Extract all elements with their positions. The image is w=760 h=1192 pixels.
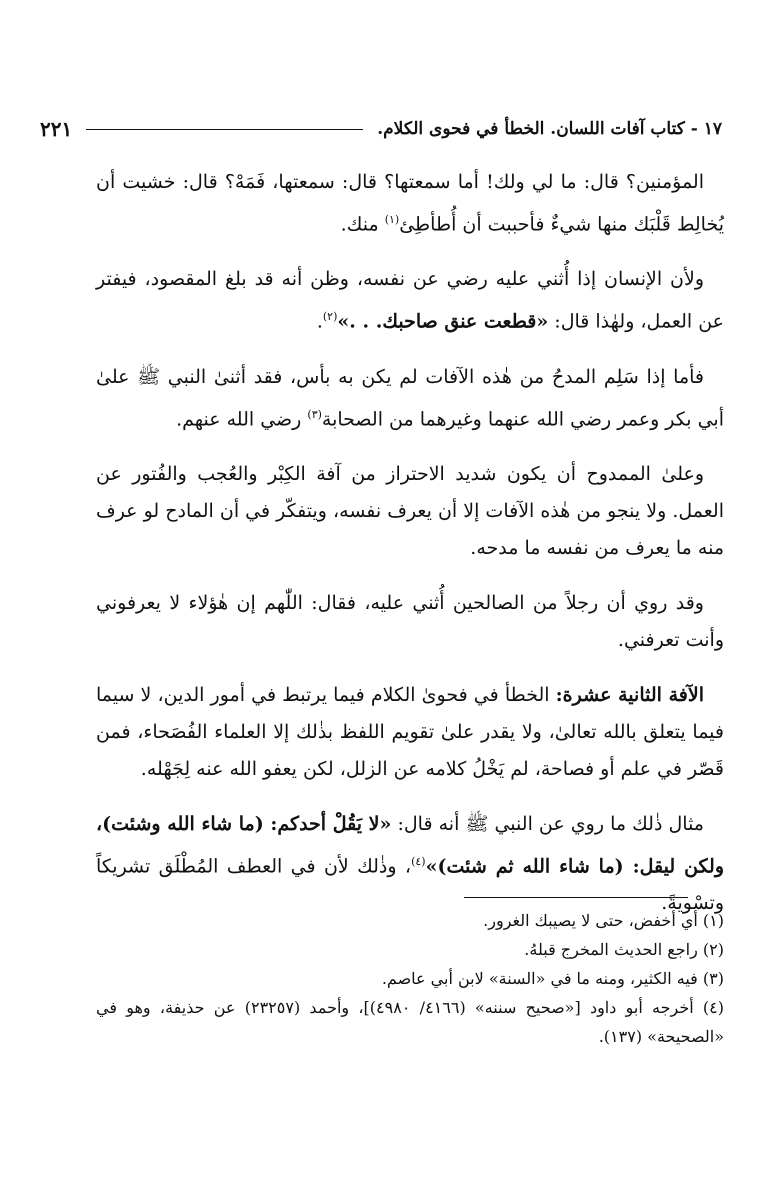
footnote-ref-2: (٢) <box>322 310 338 324</box>
paragraph-2: ولأن الإنسان إذا أُثني عليه رضي عن نفسه، وظن أنه قد بلغ المقصود، فيفتر عن العمل، ولهٰذا قال: «قطعت عنق صاحبك. . .»$^{(٢)}$. <box>96 268 724 333</box>
footnote-4: (٤) أخرجه أبو داود [«صحيح سننه» (٤١٦٦/ ٤٩٨٠)]، وأحمد (٢٣٢٥٧) عن حذيفة، وهو في «الصحيحة» (١٣٧). <box>96 998 725 1046</box>
footnote-1: (١) أي أخفض، حتى لا يصيبك الغرور. <box>483 911 724 930</box>
page-number: ٢٢١ <box>40 117 73 141</box>
footnote-ref-4: (٤) <box>411 854 426 868</box>
running-title: ١٧ - كتاب آفات اللسان. الخطأ في فحوى الكلام. <box>377 119 722 139</box>
main-text <box>96 164 724 940</box>
hadith-quote: «لا يَقُلْ أحدكم: (ما شاء الله وشئت)، ولكن ليقل: (ما شاء الله ثم شئت)» <box>96 812 724 878</box>
header-rule <box>86 129 363 130</box>
running-header <box>40 112 722 146</box>
paragraph-7: مثال ذٰلك ما روي عن النبي ﷺ أنه قال: «لا يَقُلْ أحدكم: (ما شاء الله وشئت)، ولكن ليقل: (ما شاء الله ثم شئت)»$^{(٤)}$، وذٰلك لأن في العطف المُطْلَق تشريكاً وتسْويةً. <box>96 812 724 915</box>
footnote-divider <box>464 897 688 898</box>
paragraph-3: فأما إذا سَلِم المدحُ من هٰذه الآفات لم يكن به بأس، فقد أثنىٰ النبي ﷺ علىٰ أبي بكر وعمر رضي الله عنهما وغيرهما من الصحابة$^{(٣)}$ رضي الله عنهم. <box>96 365 724 430</box>
footnote-ref-3: (٣) <box>307 407 322 421</box>
paragraph-4: وعلىٰ الممدوح أن يكون شديد الاحتراز من آفة الكِبْر والعُجب والفُتور عن العمل. ولا ينجو من هٰذه الآفات إلا أن يعرف نفسه، ويتفكّر في أن المادح لو عرف منه ما يعرف من نفسه ما مدحه. <box>96 462 724 559</box>
paragraph-1: المؤمنين؟ قال: ما لي ولك! أما سمعتها؟ قال: سمعتها، فَمَهْ؟ قال: خشيت أن يُخالِط قَلْبَك منها شيءٌ فأحببت أن أُطأطِئ$^{(١)}$ منك. <box>96 171 724 236</box>
paragraph-6: الآفة الثانية عشرة: الخطأ في فحوىٰ الكلام فيما يرتبط في أمور الدين، لا سيما فيما يتعلق بالله تعالىٰ، ولا يقدر علىٰ تقويم اللفظ بذٰلك إلا العلماء الفُصَحاء، فمن قَصّر في علم أو فصاحة، لم يَخْلُ كلامه عن الزلل، لكن يعفو الله عنه لِجَهْله. <box>96 683 724 780</box>
hadith-quote: «قطعت عنق صاحبك. . .» <box>337 310 549 333</box>
section-heading: الآفة الثانية عشرة: <box>555 683 704 706</box>
footnotes <box>96 906 724 1051</box>
footnote-ref-1: (١) <box>384 213 400 226</box>
footnote-3: (٣) فيه الكثير، ومنه ما في «السنة» لابن أبي عاصم. <box>381 969 724 988</box>
paragraph-5: وقد روي أن رجلاً من الصالحين أُثني عليه، فقال: اللّٰهم إن هٰؤلاء لا يعرفوني وأنت تعرفني. <box>96 591 724 651</box>
footnote-2: (٢) راجع الحديث المخرج قبلهُ. <box>524 940 724 959</box>
